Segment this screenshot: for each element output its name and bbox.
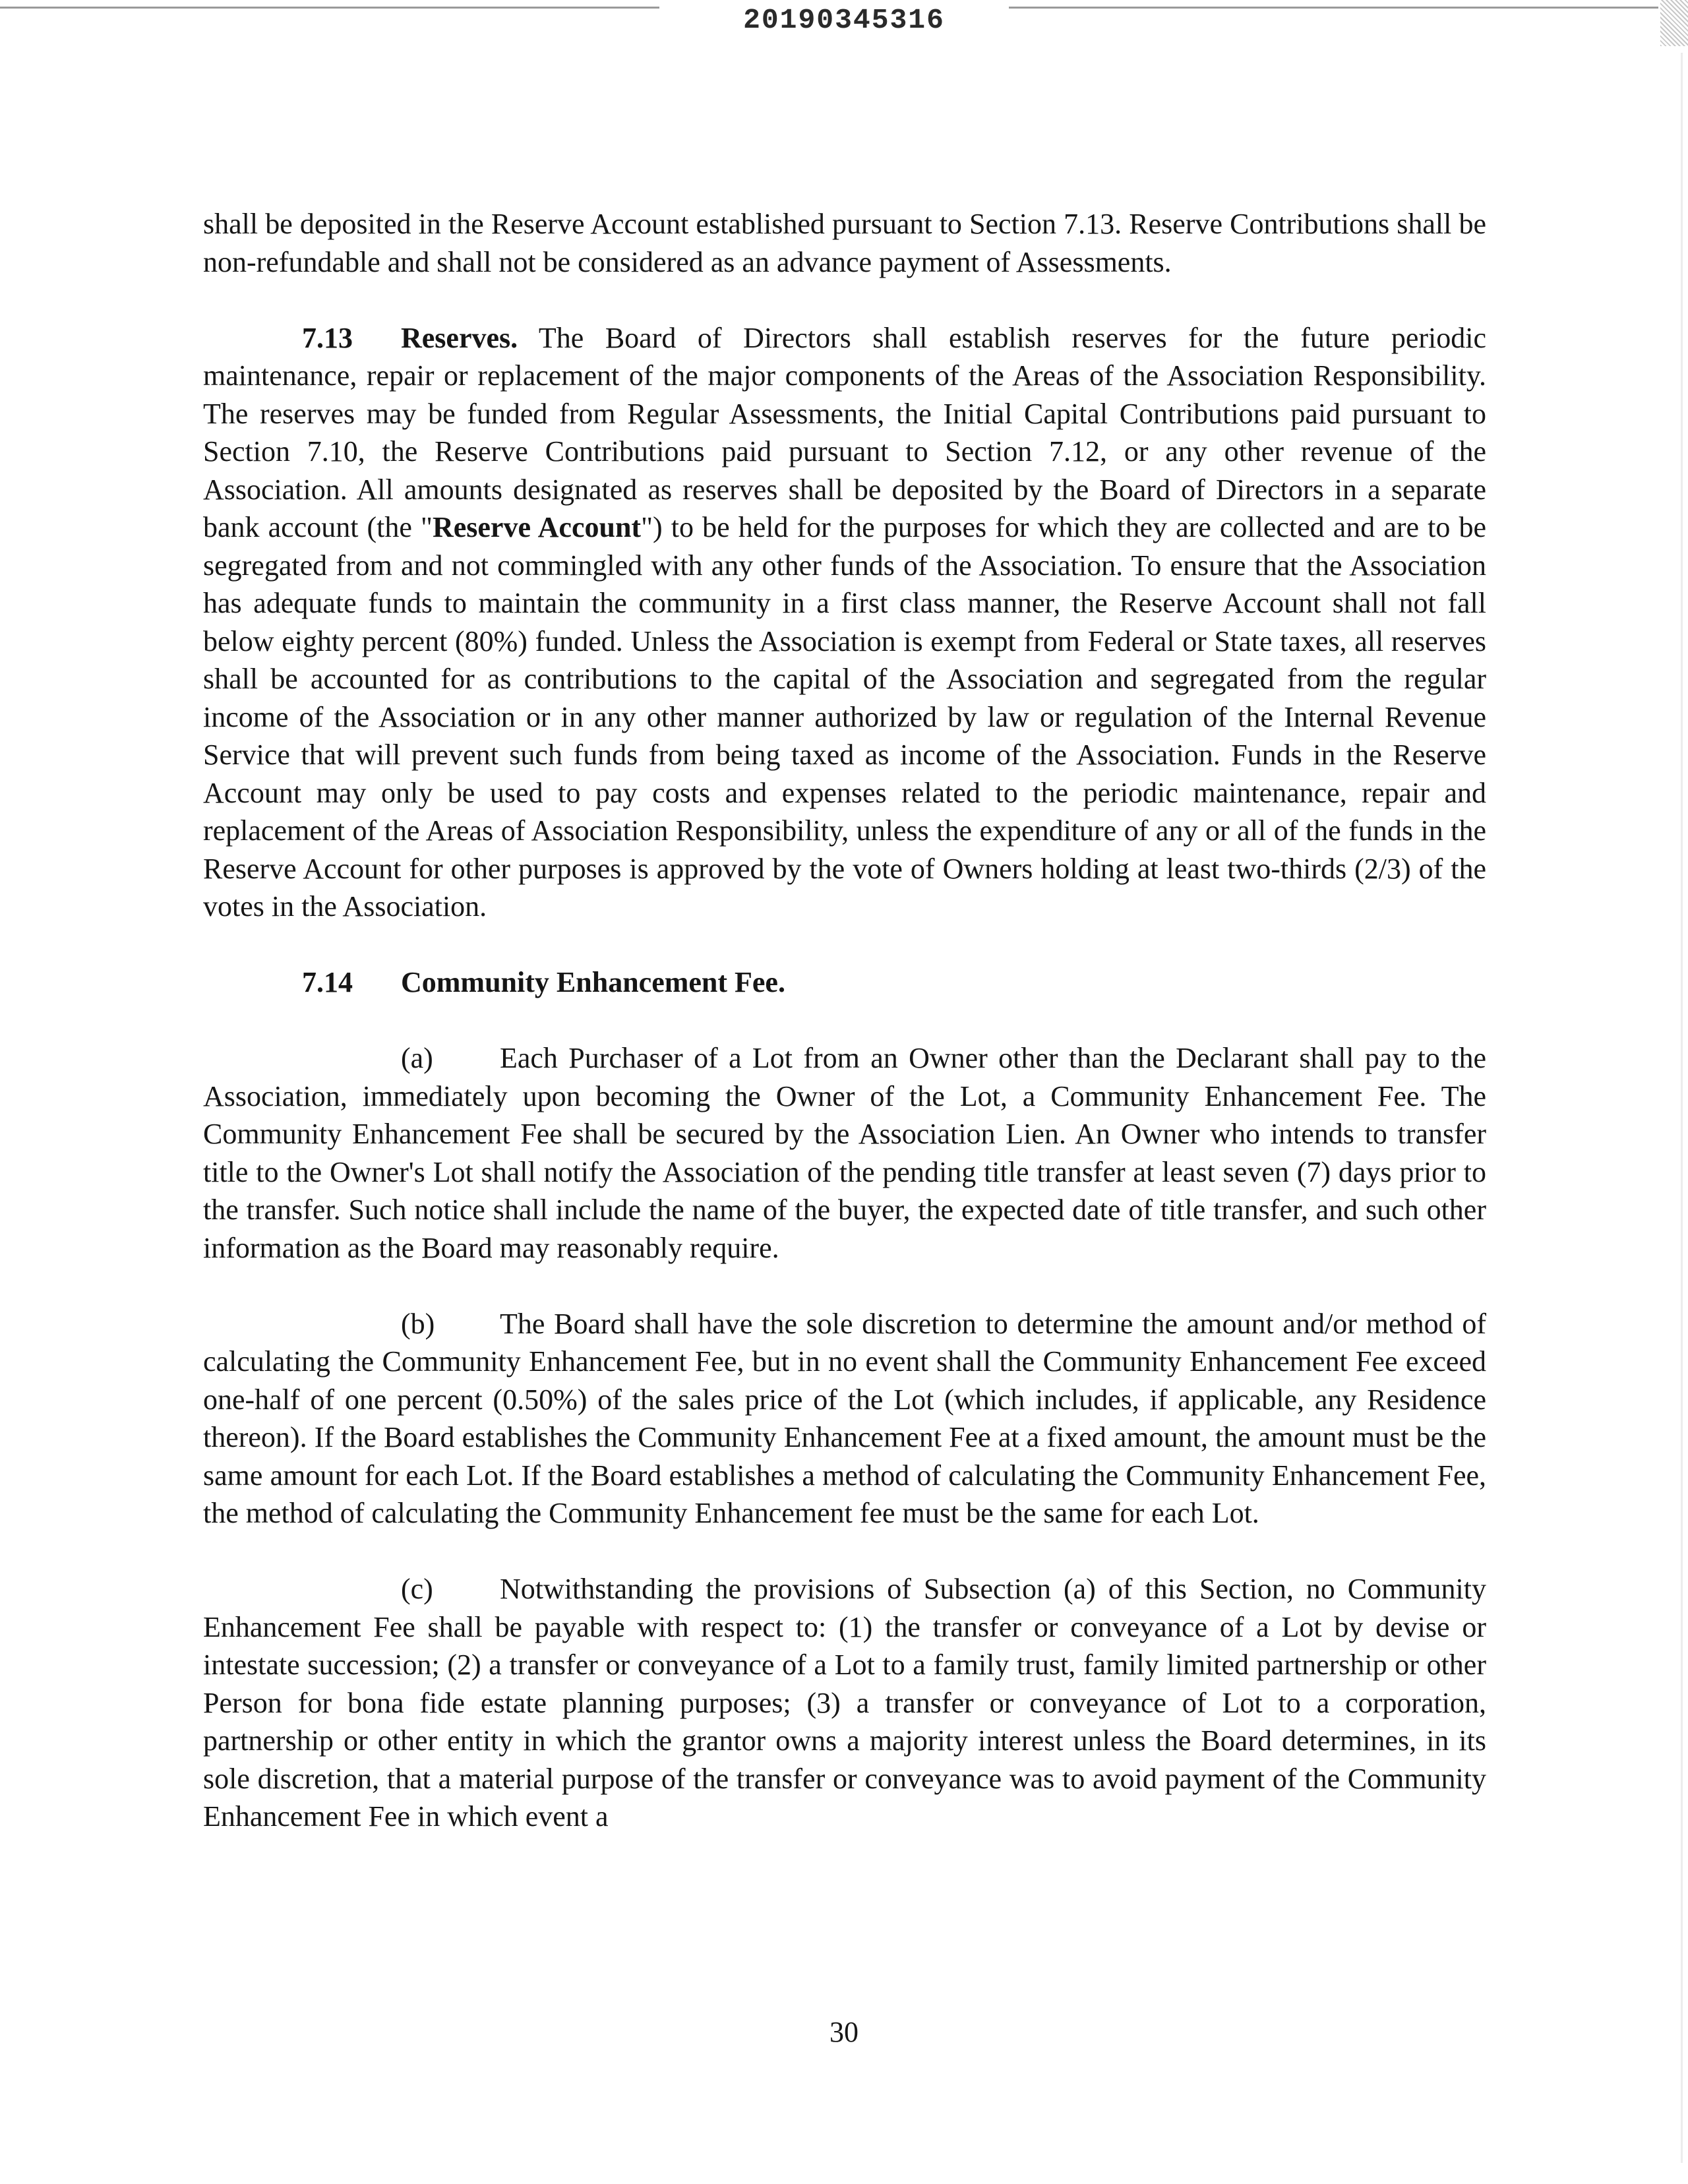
document-body [203, 205, 1486, 1836]
subsection-c [203, 1570, 1486, 1836]
subsection-a [203, 1039, 1486, 1267]
subsection-label: (b) [401, 1307, 435, 1340]
section-text-part1: The Board of Directors shall establish reserves for the future periodic maintenance, repair or replacement of the major components of the Areas of the Association Responsibility. The reserves may be funded from Regular Assessments, the Initial Capital Contributions paid pursuant to Section 7.10, the Reserve Contributions paid pursuant to Section 7.12, or any other revenue of the Association. All amounts designated as reserves shall be deposited by the Board of Directors in a separate bank account (the " [203, 321, 1486, 543]
scan-artifact-edge [1681, 53, 1683, 2163]
section-7-14-heading [203, 963, 1486, 1002]
subsection-label: (a) [401, 1042, 433, 1074]
page-number: 30 [829, 2016, 859, 2048]
section-number: 7.13 [302, 321, 353, 354]
section-heading: Community Enhancement Fee. [401, 966, 785, 998]
section-heading: Reserves. [401, 321, 518, 354]
section-7-13 [203, 319, 1486, 926]
section-number: 7.14 [302, 966, 353, 998]
document-number: 20190345316 [743, 4, 945, 36]
subsection-text: Each Purchaser of a Lot from an Owner other than the Declarant shall pay to the Association, immediately upon becoming the Owner of the Lot, a Community Enhancement Fee. The Community Enhancement Fee shall be secured by the Association Lien. An Owner who intends to transfer title to the Owner's Lot shall notify the Association of the pending title transfer at least seven (7) days prior to the transfer. Such notice shall include the name of the buyer, the expected date of title transfer, and such other information as the Board may reasonably require. [203, 1042, 1486, 1264]
subsection-label: (c) [401, 1573, 433, 1605]
section-text-part2: ") to be held for the purposes for which they are collected and are to be segregated from and not commingled with any other funds of the Association. To ensure that the Association has adequate funds to maintain the community in a first class manner, the Reserve Account shall not fall below eighty percent (80%) funded. Unless the Association is exempt from Federal or State taxes, all reserves shall be accounted for as contributions to the capital of the Association and segregated from the regular income of the Association or in any other manner authorized by law or regulation of the Internal Revenue Service that will prevent such funds from being taxed as income of the Association. Funds in the Reserve Account may only be used to pay costs and expenses related to the periodic maintenance, repair and replacement of the Areas of Association Responsibility, unless the expenditure of any or all of the funds in the Reserve Account for other purposes is approved by the vote of Owners holding at least two-thirds (2/3) of the votes in the Association. [203, 511, 1487, 923]
subsection-b [203, 1305, 1486, 1532]
subsection-text: Notwithstanding the provisions of Subsection (a) of this Section, no Community Enhancement Fee shall be payable with respect to: (1) the transfer or conveyance of a Lot by devise or intestate succession; (2) a transfer or conveyance of a Lot to a family trust, family limited partnership or other Person for bona fide estate planning purposes; (3) a transfer or conveyance of Lot to a corporation, partnership or other entity in which the grantor owns a majority interest unless the Board determines, in its sole discretion, that a material purpose of the transfer or conveyance was to avoid payment of the Community Enhancement Fee in which event a [203, 1573, 1486, 1833]
carryover-paragraph: shall be deposited in the Reserve Account established pursuant to Section 7.13. Reserve Contributions shall be non-refundable and shall not be considered as an advance payment of Assessments. [203, 208, 1486, 278]
subsection-text: The Board shall have the sole discretion to determine the amount and/or method of calculating the Community Enhancement Fee, but in no event shall the Community Enhancement Fee exceed one-half of one percent (0.50%) of the sales price of the Lot (which includes, if applicable, any Residence thereon). If the Board establishes the Community Enhancement Fee at a fixed amount, the amount must be the same amount for each Lot. If the Board establishes a method of calculating the Community Enhancement Fee, the method of calculating the Community Enhancement fee must be the same for each Lot. [203, 1307, 1486, 1529]
defined-term: Reserve Account [432, 511, 642, 543]
